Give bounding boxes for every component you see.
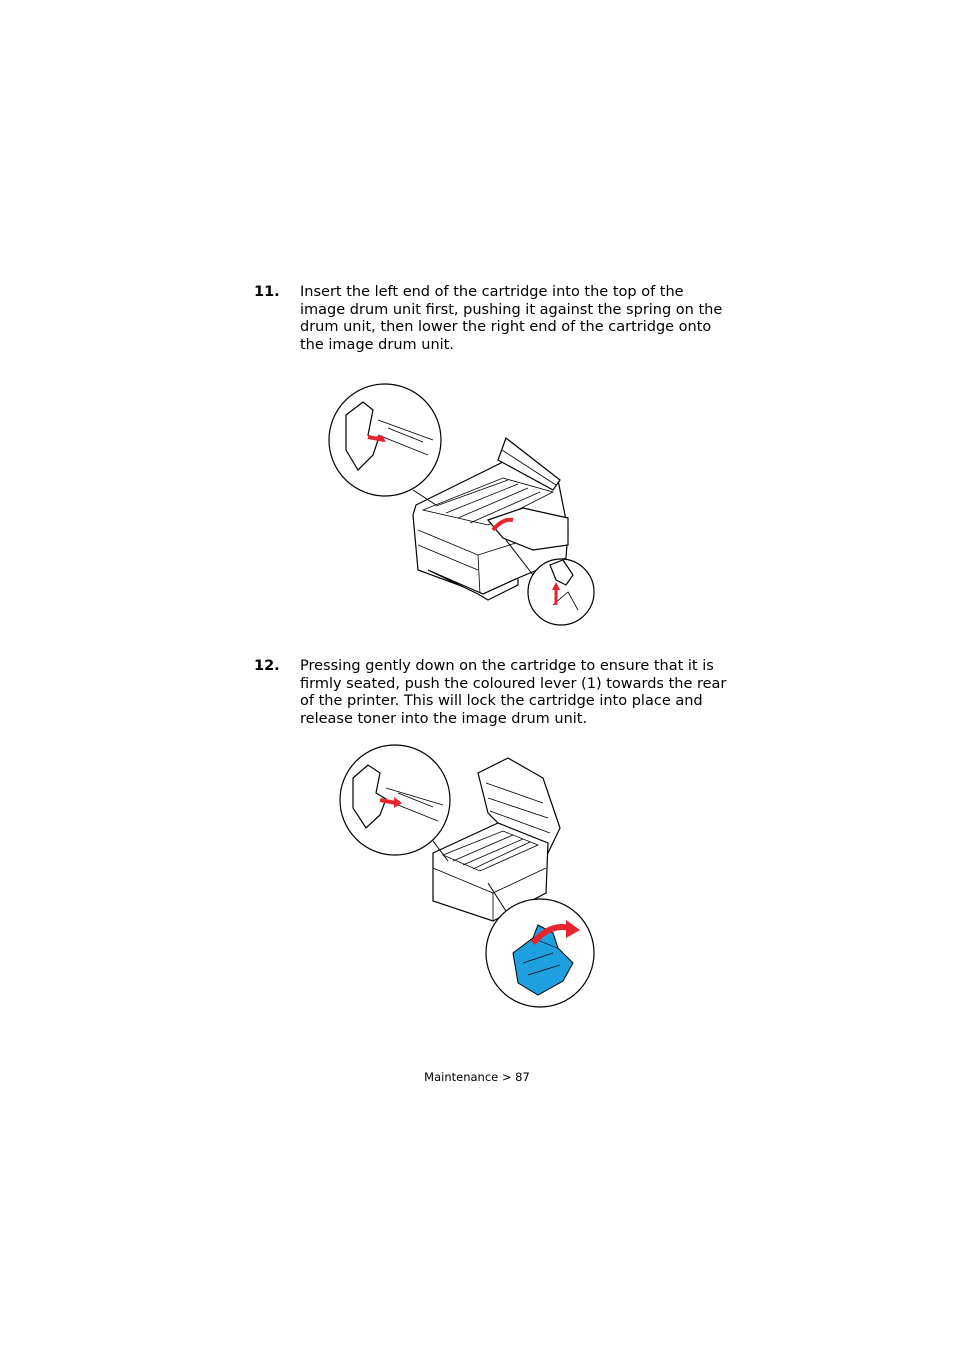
lever-lock-illustration	[338, 743, 600, 1011]
page-footer: Maintenance > 87	[424, 1070, 530, 1084]
cartridge-insert-illustration	[328, 380, 598, 628]
step-text: Insert the left end of the cartridge into the top of the image drum unit first, pushing it against the spring on the drum unit, then lower the right end of the cartridge onto the image drum unit.	[300, 284, 723, 353]
step-text: Pressing gently down on the cartridge to ensure that it is firmly seated, push the coloured lever (1) towards the rear of the printer. This will lock the cartridge into place and release toner into the image drum unit.	[300, 658, 727, 727]
step-number: 12.	[254, 658, 280, 674]
step-number: 11.	[254, 284, 280, 300]
